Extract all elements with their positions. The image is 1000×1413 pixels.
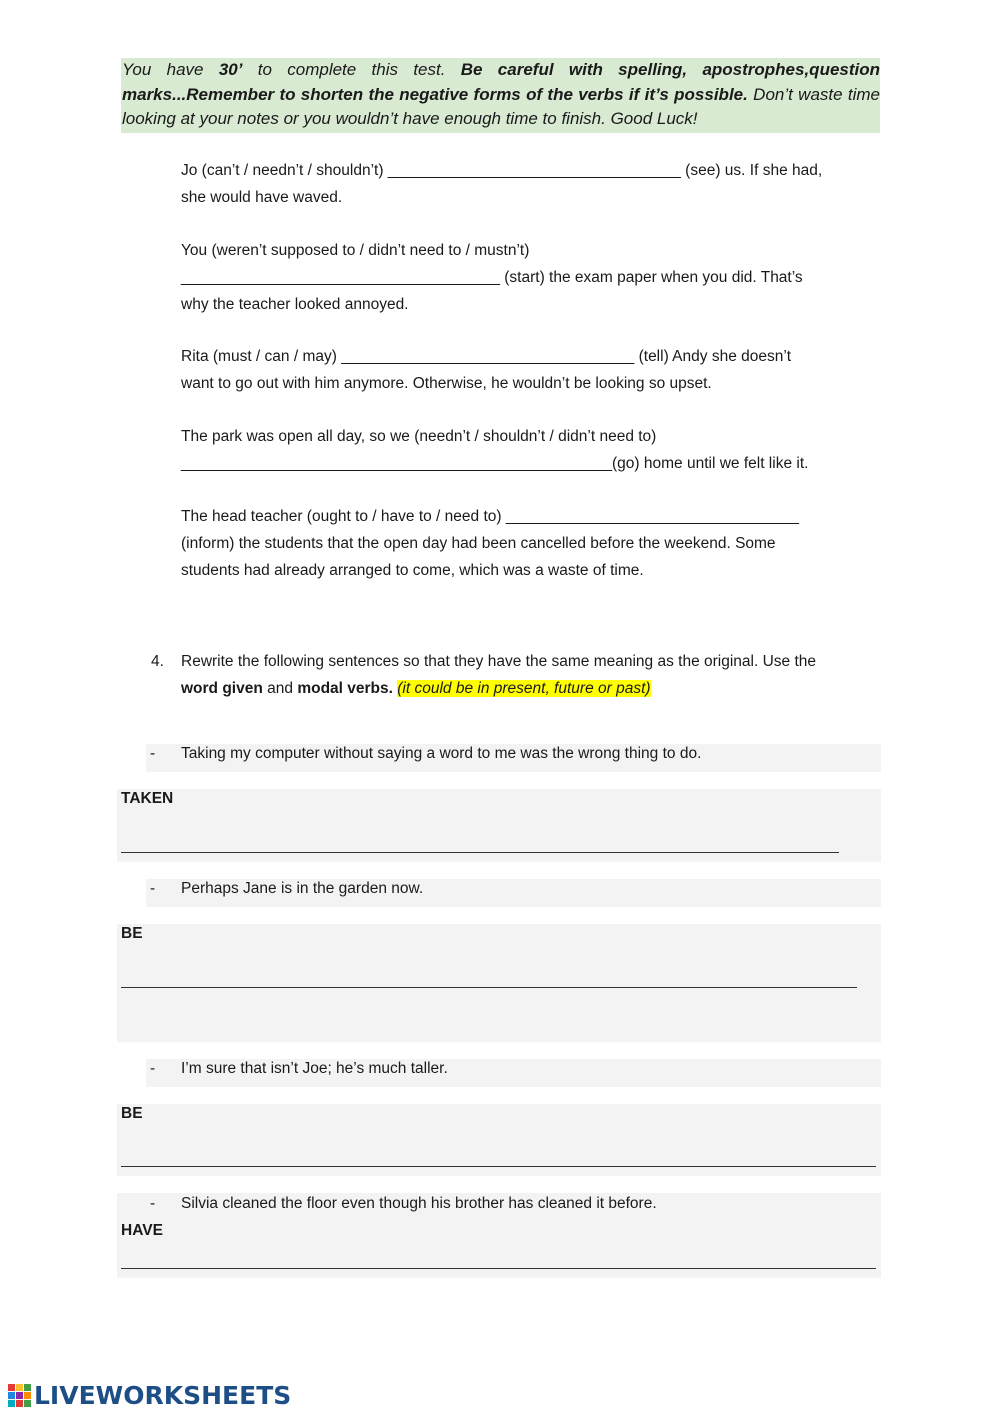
liveworksheets-logo[interactable] [8, 1378, 291, 1412]
question-line: want to go out with him anymore. Otherwise, he wouldn’t be looking so upset. [181, 375, 712, 392]
question-line: Jo (can’t / needn’t / shouldn’t) __________________________________ (see) us. If she had, [181, 162, 823, 179]
answer-line[interactable] [121, 1166, 876, 1167]
question-line: You (weren’t supposed to / didn’t need to / mustn’t) [181, 242, 530, 259]
instruction-text: and [262, 680, 298, 697]
question-2 [181, 237, 881, 318]
question-line: _____________________________________ (start) the exam paper when you did. That’s [181, 269, 803, 286]
rewrite-sentence: Silvia cleaned the floor even though his brother has cleaned it before. [181, 1195, 657, 1212]
intro-warning: Be careful with spelling, apostrophes,question marks...Remember to shorten the negative forms of the verbs if it’s possible. [122, 60, 881, 104]
section-4-instructions [181, 648, 881, 702]
intro-text: to complete this test. [242, 60, 461, 79]
intro-text: Don’t waste time looking at your notes or you wouldn’t have enough time to finish. Good Luck! [122, 84, 880, 128]
question-4 [181, 423, 881, 477]
bullet-dash: - [150, 880, 156, 897]
rewrite-sentence: Taking my computer without saying a word to me was the wrong thing to do. [181, 745, 702, 762]
section-number: 4. [151, 653, 164, 670]
keyword-modal-verbs: modal verbs. [297, 680, 393, 697]
instructions-box [121, 58, 880, 133]
logo-text: LIVEWORKSHEETS [34, 1380, 292, 1410]
question-line: __________________________________________________(go) home until we felt like it. [181, 455, 809, 472]
question-line: why the teacher looked annoyed. [181, 296, 409, 313]
bullet-dash: - [150, 745, 156, 762]
question-line: students had already arranged to come, which was a waste of time. [181, 562, 644, 579]
question-line: (inform) the students that the open day had been cancelled before the weekend. Some [181, 535, 776, 552]
question-line: she would have waved. [181, 189, 343, 206]
answer-line[interactable] [121, 852, 839, 853]
question-line: The head teacher (ought to / have to / need to) __________________________________ [181, 508, 799, 525]
intro-text: You have [122, 60, 219, 79]
bullet-dash: - [150, 1060, 156, 1077]
given-word: BE [121, 1105, 143, 1122]
question-line: Rita (must / can / may) __________________________________ (tell) Andy she doesn’t [181, 348, 792, 365]
given-word: HAVE [121, 1222, 163, 1239]
question-3 [181, 343, 881, 397]
question-1 [181, 157, 881, 211]
highlighted-note: (it could be in present, future or past) [397, 680, 651, 697]
section-instruction-line: Rewrite the following sentences so that they have the same meaning as the original. Use the [181, 653, 817, 670]
keyword-word-given: word given [181, 680, 263, 697]
given-word: BE [121, 925, 143, 942]
given-word: TAKEN [121, 790, 174, 807]
section-instruction-line [181, 675, 881, 702]
answer-band [117, 924, 881, 1042]
question-5 [181, 503, 881, 584]
rewrite-sentence: Perhaps Jane is in the garden now. [181, 880, 424, 897]
bullet-dash: - [150, 1195, 156, 1212]
intro-time: 30’ [218, 60, 243, 79]
rewrite-sentence: I’m sure that isn’t Joe; he’s much taller. [181, 1060, 448, 1077]
answer-line[interactable] [121, 1268, 876, 1269]
answer-line[interactable] [121, 987, 857, 988]
logo-mark-icon [8, 1384, 31, 1407]
question-line: The park was open all day, so we (needn’t / shouldn’t / didn’t need to) [181, 428, 657, 445]
